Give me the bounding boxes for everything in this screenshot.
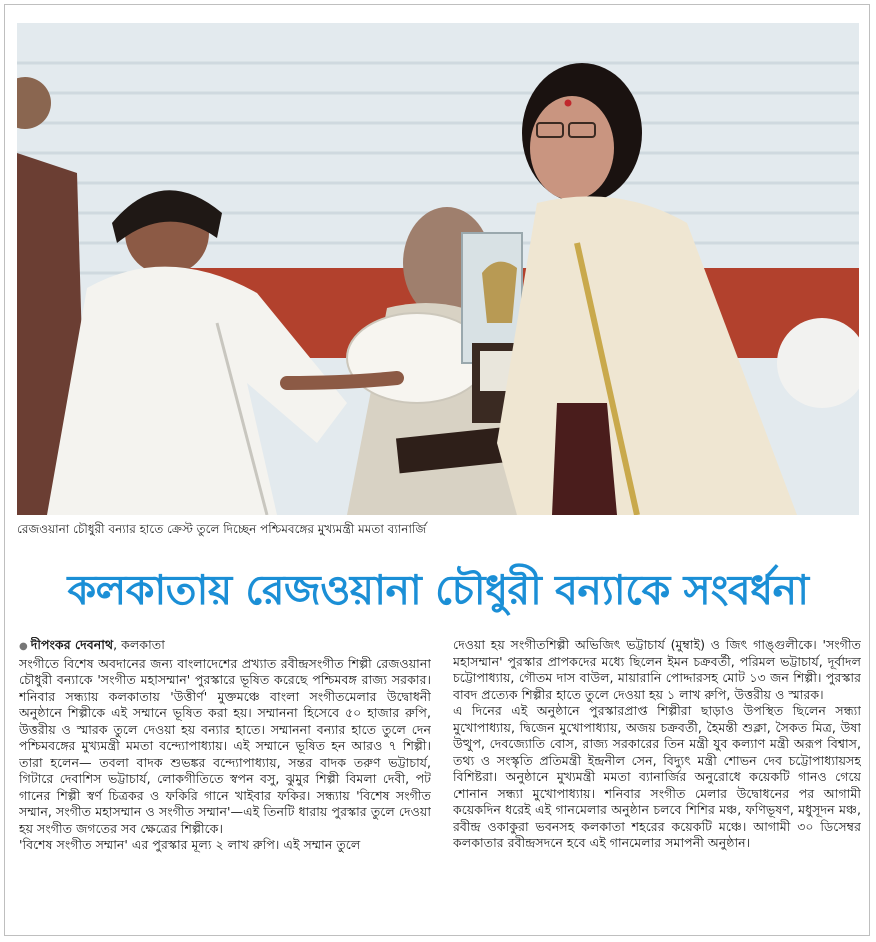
awardee-bindi	[565, 100, 572, 107]
newspaper-clipping	[4, 4, 870, 936]
byline	[19, 637, 431, 656]
article-column-left	[19, 637, 431, 933]
bullet-icon: ●	[19, 641, 28, 652]
awardee-face	[530, 96, 614, 200]
chief-minister-arm	[287, 378, 397, 383]
article-headline: কলকাতায় রেজওয়ানা চৌধুরী বন্যাকে সংবর্ধনা	[67, 566, 809, 614]
trophy-horn	[482, 262, 517, 323]
news-photo	[17, 23, 859, 515]
byline-author: দীপংকর দেবনাথ	[30, 637, 114, 652]
paragraph: দেওয়া হয় সংগীতশিল্পী অভিজিৎ ভট্টাচার্য (মুম্বাই) ও জিৎ গাঙ্গুলীকে। 'সংগীত মহাসম্মান' পুরস্কার প্রাপকদের মধ্যে ছিলেন ইমন চক্রবর্তী, পরিমল ভট্টাচার্য, দূর্বাদল চট্টোপাধ্যায়, গৌতম দাস বাউল, মায়ারানি পোদ্দারসহ মোট ১৩ জন শিল্পী। পুরস্কার বাবদ প্রত্যেক শিল্পীর হাতে তুলে দেওয়া হয় ১ লাখ রুপি, উত্তরীয় ও স্মারক।	[453, 637, 861, 702]
awardee-handbag	[552, 403, 617, 515]
byline-place: , কলকাতা	[113, 637, 165, 652]
paragraph: এ দিনের এই অনুষ্ঠানে পুরস্কারপ্রাপ্ত শিল্পীরা ছাড়াও উপস্থিত ছিলেন সন্ধ্যা মুখোপাধ্যায়, দ্বিজেন মুখোপাধ্যায়, অজয় চক্রবর্তী, হৈমন্তী শুক্লা, সৈকত মিত্র, উষা উত্থুপ, দেবজ্যোতি বোস, রাজ্য সরকারের তিন মন্ত্রী যুব কল্যাণ মন্ত্রী অরূপ বিশ্বাস, তথ্য ও সংস্কৃতি প্রতিমন্ত্রী ইন্দ্রনীল সেন, বিদ্যুৎ মন্ত্রী শোভন দেব চট্টোপাধ্যায়সহ বিশিষ্টরা। অনুষ্ঠানে মুখ্যমন্ত্রী মমতা ব্যানার্জির অনুরোধে কয়েকটি গানও গেয়ে শোনান সন্ধ্যা মুখোপাধ্যায়। শনিবার সংগীত মেলার উদ্বোধনের পর আগামী কয়েকদিন ধরেই এই গানমেলার অনুষ্ঠান চলবে শিশির মঞ্চ, ফণিভূষণ, মধুসূদন মঞ্চ, রবীন্দ্র ওকাকুরা ভবনসহ কলকাতা শহরের কয়েকটি মঞ্চে। আগামী ৩০ ডিসেম্বর কলকাতার রবীন্দ্রসদনে হবে এই গানমেলার সমাপনী অনুষ্ঠান।	[453, 703, 861, 850]
article-column-right	[453, 637, 861, 927]
photo-illustration	[17, 23, 859, 515]
photo-caption: রেজওয়ানা চৌধুরী বন্যার হাতে ক্রেস্ট তুলে দিচ্ছেন পশ্চিমবঙ্গের মুখ্যমন্ত্রী মমতা ব্যানার্জি	[17, 522, 427, 536]
paragraph: সংগীতে বিশেষ অবদানের জন্য বাংলাদেশের প্রখ্যাত রবীন্দ্রসংগীত শিল্পী রেজওয়ানা চৌধুরী বন্যাকে 'সংগীত মহাসম্মান' পুরস্কারে ভূষিত করেছে পশ্চিমবঙ্গ রাজ্য সরকার। শনিবার সন্ধ্যায় কলকাতায় 'উত্তীর্ণ' মুক্তমঞ্চে বাংলা সংগীতমেলার উদ্বোধনী অনুষ্ঠানে শিল্পীকে এই সম্মানে ভূষিত করা হয়। সম্মাননা হিসেবে ৫০ হাজার রুপি, উত্তরীয় ও স্মারক তুলে দেওয়া হয় বন্যার হাতে। সম্মাননা বন্যার হাতে তুলে দেন পশ্চিমবঙ্গের মুখ্যমন্ত্রী মমতা বন্দ্যোপাধ্যায়। এই সম্মানে ভূষিত হন আরও ৭ শিল্পী। তারা হলেন— তবলা বাদক শুভঙ্কর বন্দ্যোপাধ্যায়, সন্তর বাদক তরুণ ভট্টাচার্য, গিটারে দেবাশিস ভট্টাচার্য, লোকগীতিতে স্বপন বসু, ঝুমুর শিল্পী বিমলা দেবী, পট গানের শিল্পী স্বর্ণ চিত্রকর ও ফকিরি গানে খাইবার ফকির। সন্ধ্যায় 'বিশেষ সংগীত সম্মান, সংগীত মহাসম্মান ও সংগীত সম্মান'—এই তিনটি ধারায় পুরস্কার তুলে দেওয়া হয় সংগীত জগতের সব ক্ষেত্রের শিল্পীকে।	[19, 655, 431, 836]
paragraph: 'বিশেষ সংগীত সম্মান' এর পুরস্কার মূল্য ২ লাখ রুপি। এই সম্মান তুলে	[19, 837, 361, 852]
